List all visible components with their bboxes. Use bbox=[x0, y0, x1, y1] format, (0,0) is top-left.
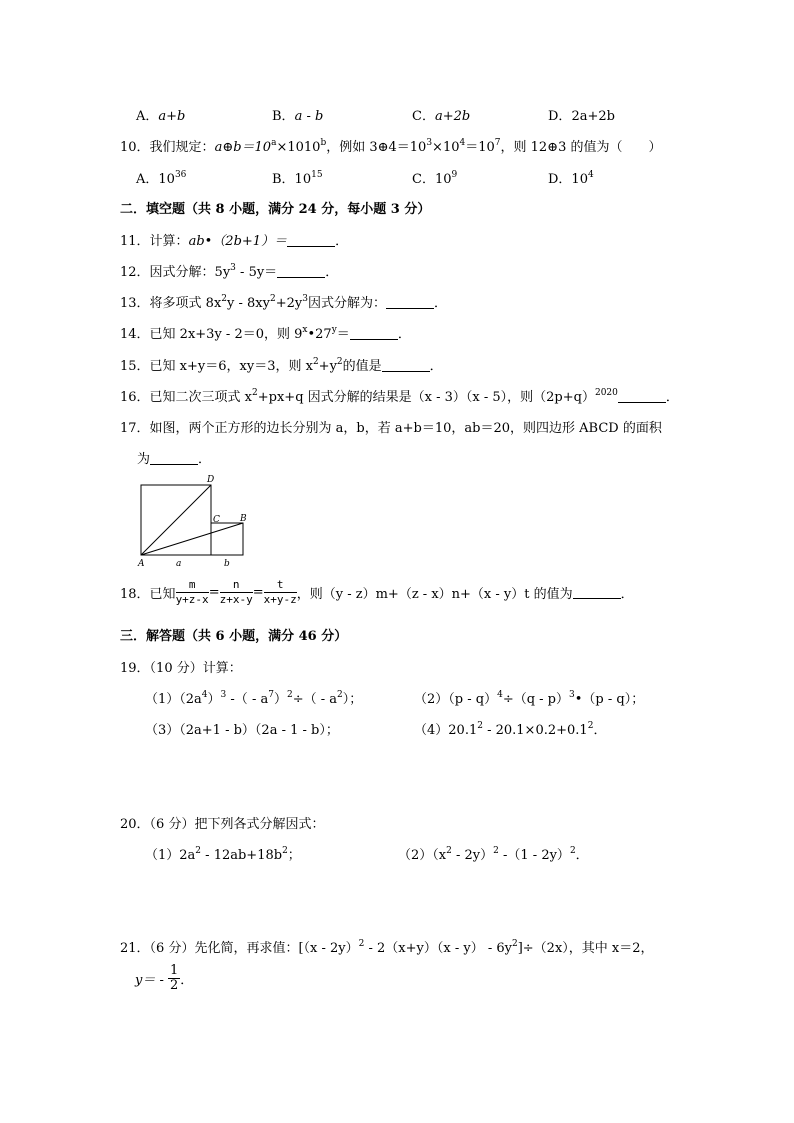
q10-option-c: C．$10^9$ bbox=[412, 170, 458, 187]
q17-continued: 为 ． bbox=[137, 452, 212, 467]
answer-blank bbox=[277, 265, 325, 278]
fraction-3: $\frac{t}{x+y-z}$ bbox=[263, 578, 297, 606]
q11: 11．计算：ab•（2b+1）＝ ． bbox=[120, 234, 349, 249]
squares-diagram bbox=[130, 472, 260, 572]
answer-blank bbox=[350, 327, 398, 340]
q19-part-3: （3）（2a+1 - b）（2a - 1 - b）； bbox=[145, 723, 339, 738]
q19-part-4: $(4)20.1^2 - 20.1\times 0.2+0.1^2$． bbox=[414, 721, 607, 738]
fraction-2: $\frac{n}{z+x-y}$ bbox=[219, 578, 253, 606]
q17-figure bbox=[130, 472, 260, 572]
q21-head: 21．（6 分）先化简，再求值：$[(x - 2y)^2 - 2(x+y)(x - y) - 6y^2]\div(2x)$，其中 x＝2， bbox=[120, 939, 654, 956]
answer-blank bbox=[150, 452, 198, 465]
q19-head: 19．（10 分）计算： bbox=[120, 661, 242, 676]
q12: 12．因式分解：$5y^3 - 5y=$ ． bbox=[120, 263, 339, 280]
q17: 17．如图，两个正方形的边长分别为 a，b，若 a+b＝10，ab＝20，则四边形 ABCD 的面积 bbox=[120, 421, 662, 436]
q19-part-1: $(1)(2a^4)^3$ -（ - $a^7)^2\div( - a^2)$； bbox=[145, 690, 363, 707]
q14: 14．已知 2x+3y - 2＝0，则 $9^x•27^y=$ ． bbox=[120, 325, 411, 342]
q16: 16．已知二次三项式 $x^2+px+q$ 因式分解的结果是（x - 3）（x - 5），则$(2p+q)^{2020}$ ． bbox=[120, 388, 679, 405]
label-c: C bbox=[213, 515, 220, 525]
q9-option-a: A．a+b bbox=[136, 109, 186, 124]
fraction-one-half: $\frac{1}{2}$ bbox=[170, 963, 179, 993]
answer-blank bbox=[386, 296, 434, 309]
q10-option-d: D．$10^4$ bbox=[548, 170, 594, 187]
q9-option-b: B．a - b bbox=[272, 109, 324, 124]
q10-stem: 10．我们规定：$a\oplus b=10^a\times 1010^b$，例如 $3\oplus 4=10^3\times 10^4=10^7$，则 12⊕3 的值为（ ） bbox=[120, 138, 662, 155]
label-d: D bbox=[207, 475, 215, 485]
q13: 13．将多项式 $8x^2y - 8xy^2+2y^3$因式分解为： ． bbox=[120, 294, 447, 311]
section-2-heading: 二．填空题（共 8 小题，满分 24 分，每小题 3 分） bbox=[120, 202, 431, 217]
q19-part-2: （2）（p - q）$^4$÷（q - p）$^3$•（p - q）； bbox=[414, 690, 645, 707]
q9-option-c: C．a+2b bbox=[412, 109, 471, 124]
q20-head: 20．（6 分）把下列各式分解因式： bbox=[120, 817, 325, 832]
section-3-heading: 三．解答题（共 6 小题，满分 46 分） bbox=[120, 629, 348, 644]
q18: 18．已知 $\frac{m}{y+z-x}$ = $\frac{n}{z+x-y}$ = $\frac{t}{x+y-z}$ ，则（y - z）m+（z - x）n+（x - y）t 的值为 ． bbox=[120, 578, 634, 606]
answer-blank bbox=[573, 586, 621, 599]
answer-blank bbox=[618, 390, 666, 403]
q10-option-b: B．$10^{15}$ bbox=[272, 170, 323, 187]
q9-option-d: D．2a+2b bbox=[548, 109, 615, 124]
q10-option-a: A．$10^{36}$ bbox=[136, 170, 187, 187]
q20-part-1: $(1)2a^2 - 12ab+18b^2$； bbox=[145, 846, 301, 863]
label-side-b: b bbox=[224, 559, 230, 569]
q15: 15．已知 x+y＝6，xy＝3，则 $x^2+y^2$的值是 ． bbox=[120, 357, 443, 374]
answer-blank bbox=[287, 234, 335, 247]
label-a: A bbox=[138, 559, 145, 569]
answer-blank bbox=[382, 359, 430, 372]
label-b: B bbox=[240, 514, 247, 524]
q21-y-value: y＝ - $\frac{1}{2}$ ． bbox=[135, 963, 194, 993]
q20-part-2: $(2)(x^2 - 2y)^2$ -（1 - 2y）$^2$． bbox=[398, 846, 589, 863]
label-side-a: a bbox=[176, 559, 182, 569]
fraction-1: $\frac{m}{y+z-x}$ bbox=[175, 578, 209, 606]
